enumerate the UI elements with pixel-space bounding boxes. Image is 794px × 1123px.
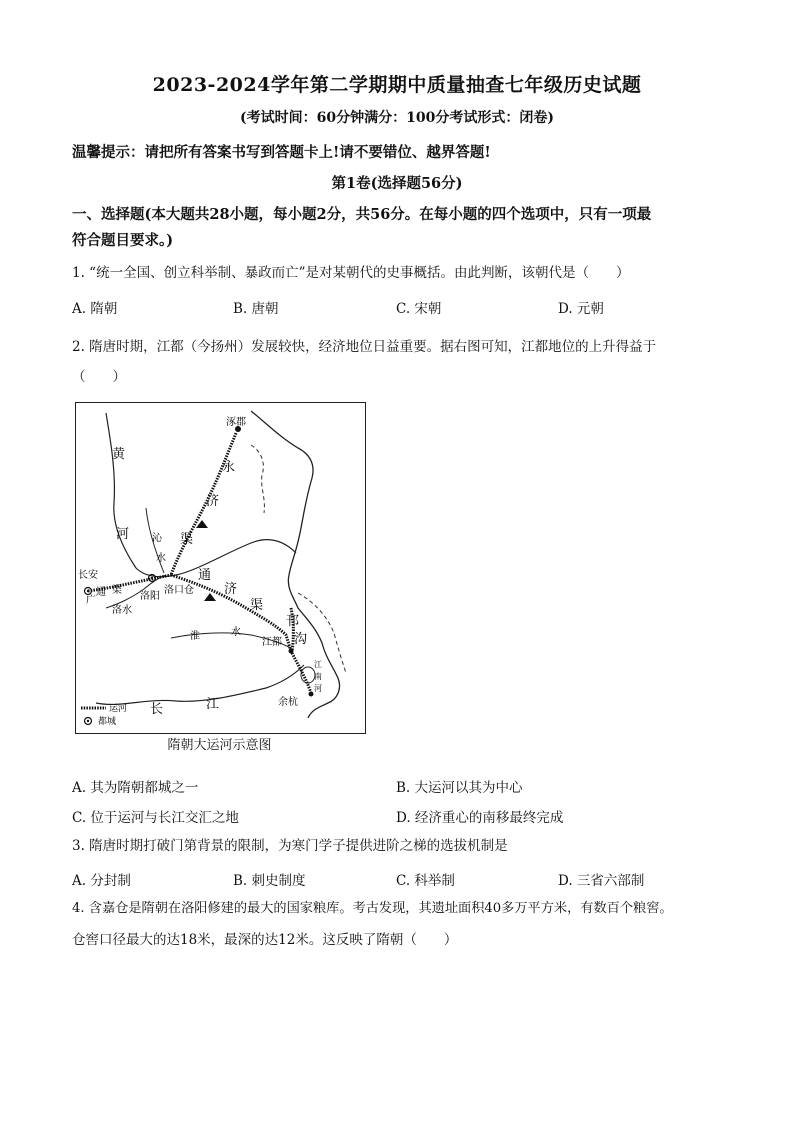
legend-capital-label: 都城 xyxy=(98,717,117,727)
q2-option-c[interactable]: C. 位于运河与长江交汇之地 xyxy=(72,810,239,826)
label-jiangdu: 江都 xyxy=(262,637,282,648)
label-luoshui: 洛水 xyxy=(112,605,132,616)
legend-canal-label: 运河 xyxy=(109,704,128,714)
q2-option-d[interactable]: D. 经济重心的南移最终完成 xyxy=(396,810,564,826)
yangtze-river xyxy=(96,665,304,704)
label-yong: 永 xyxy=(222,460,236,475)
label-tong-2: 通 xyxy=(198,568,212,583)
label-qin: 沁 xyxy=(152,533,162,544)
label-qu-1: 渠 xyxy=(180,532,194,547)
exam-title: 2023-2024学年第二学期期中质量抽查七年级历史试题 xyxy=(152,74,642,96)
section-line-2: 符合题目要求。) xyxy=(72,232,174,249)
jiangdu-dot xyxy=(289,649,294,654)
q1-option-d[interactable]: D. 元朝 xyxy=(558,301,604,317)
granary-icon xyxy=(196,520,208,528)
label-tong-1: 通 xyxy=(96,587,106,598)
label-huang: 黄 xyxy=(112,447,126,462)
label-ji-2: 济 xyxy=(224,582,238,597)
label-luoyang: 洛阳 xyxy=(140,591,160,602)
label-qu-2: 渠 xyxy=(112,585,122,596)
dashed-line-north xyxy=(251,445,264,513)
label-ji-1: 济 xyxy=(206,494,220,509)
q1-option-a[interactable]: A. 隋朝 xyxy=(72,301,118,317)
label-yuhang: 余杭 xyxy=(278,697,298,708)
map-caption: 隋朝大运河示意图 xyxy=(167,738,272,753)
label-he: 河 xyxy=(116,527,130,542)
question-4-stem-line-2: 仓窖口径最大的达18米，最深的达12米。这反映了隋朝（ ） xyxy=(72,932,458,948)
label-qin-shui: 水 xyxy=(156,553,166,564)
q2-option-a[interactable]: A. 其为隋朝都城之一 xyxy=(72,780,199,796)
section-line-1: 一、选择题(本大题共28小题，每小题2分，共56分。在每小题的四个选项中，只有一项最 xyxy=(72,206,652,223)
label-luokoucang: 洛口仓 xyxy=(164,585,194,596)
label-qu-3: 渠 xyxy=(250,598,264,613)
label-jiangnan-nan: 南 xyxy=(314,672,322,681)
label-changan: 长安 xyxy=(78,570,98,581)
label-jiangnan-jiang: 江 xyxy=(314,660,322,669)
label-chang: 长 xyxy=(150,702,164,717)
label-huai: 淮 xyxy=(190,631,200,642)
q3-option-d[interactable]: D. 三省六部制 xyxy=(558,873,645,889)
label-jiangnan-he: 河 xyxy=(314,684,322,693)
section-instructions xyxy=(72,202,732,254)
q3-option-a[interactable]: A. 分封制 xyxy=(72,873,131,889)
notice-text: 温馨提示：请把所有答案书写到答题卡上!请不要错位、越界答题! xyxy=(72,144,491,161)
question-2-stem-line-2: （ ） xyxy=(72,369,126,385)
granary-icon-2 xyxy=(204,593,216,601)
label-han: 邗 xyxy=(286,614,300,629)
exam-subtitle: (考试时间：60分钟满分：100分考试形式：闭卷) xyxy=(240,110,554,126)
question-2-stem-line-1: 2. 隋唐时期，江都（今扬州）发展较快，经济地位日益重要。据右图可知，江都地位的上升得益于 xyxy=(72,339,657,355)
yellow-river xyxy=(106,413,296,577)
question-1-stem: 1. “统一全国、创立科举制、暴政而亡”是对某朝代的史事概括。由此判断，该朝代是（ ） xyxy=(72,265,630,281)
map-svg xyxy=(76,403,365,733)
yuhang-dot xyxy=(309,692,314,697)
part-heading: 第1卷(选择题56分) xyxy=(331,175,463,192)
label-gou: 沟 xyxy=(294,632,308,647)
label-guang: 广 xyxy=(86,595,96,606)
label-huai-shui: 水 xyxy=(231,627,241,638)
q2-option-b[interactable]: B. 大运河以其为中心 xyxy=(396,780,523,796)
q1-option-b[interactable]: B. 唐朝 xyxy=(233,301,279,317)
question-4-stem-line-1: 4. 含嘉仓是隋朝在洛阳修建的最大的国家粮库。考古发现，其遗址面积40多万平方米，有数百个粮窖。 xyxy=(72,901,673,916)
q1-option-c[interactable]: C. 宋朝 xyxy=(396,301,442,317)
grand-canal-map xyxy=(75,402,366,734)
question-3-stem: 3. 隋唐时期打破门第背景的限制，为寒门学子提供进阶之梯的选拔机制是 xyxy=(72,838,508,854)
q3-option-b[interactable]: B. 刺史制度 xyxy=(233,873,306,889)
label-jiang: 江 xyxy=(206,697,220,712)
q3-option-c[interactable]: C. 科举制 xyxy=(396,873,455,889)
label-zhuojun: 涿郡 xyxy=(226,417,246,428)
